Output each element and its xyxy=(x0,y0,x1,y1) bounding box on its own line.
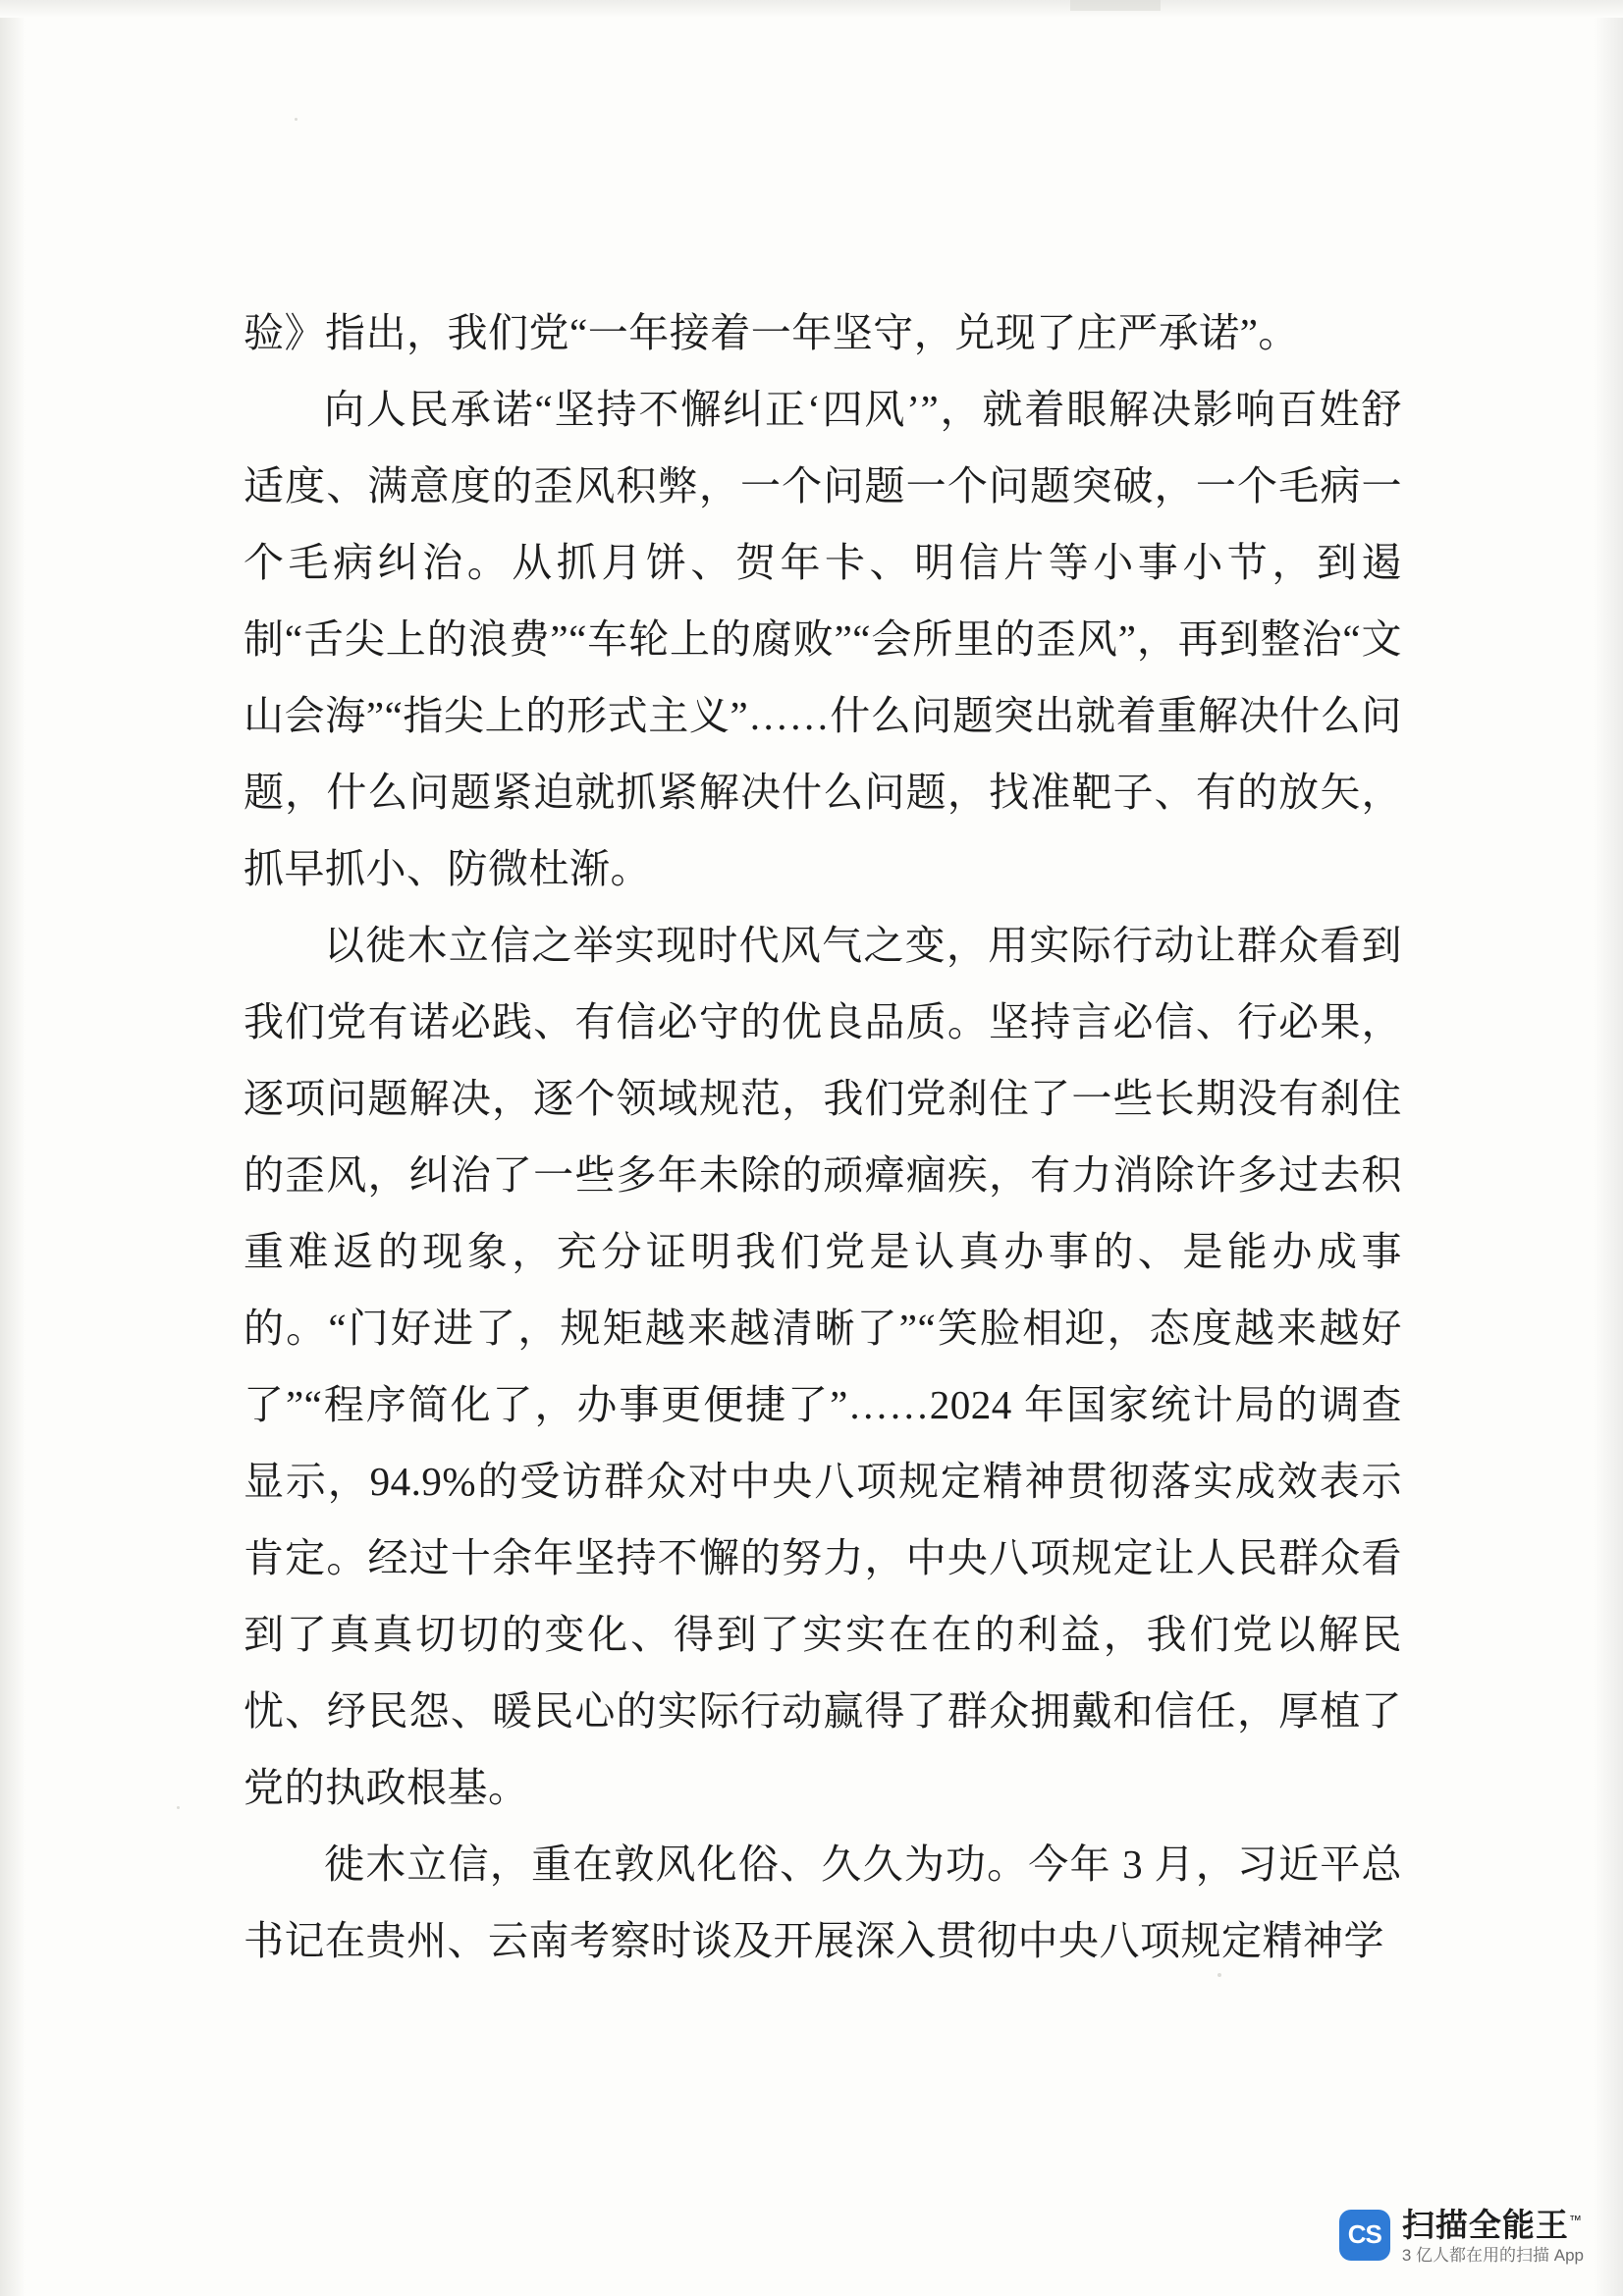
scan-edge-left xyxy=(0,0,26,2296)
scan-speck xyxy=(295,118,298,121)
watermark-subtitle: 3 亿人都在用的扫描 App xyxy=(1401,2246,1584,2265)
page-top-mark xyxy=(1070,0,1161,11)
document-text xyxy=(243,294,1402,1979)
scanner-watermark xyxy=(1339,2203,1584,2267)
scan-edge-top xyxy=(0,0,1623,18)
watermark-trademark: ™ xyxy=(1568,2213,1583,2227)
paragraph: 验》指出，我们党“一年接着一年坚守，兑现了庄严承诺”。 xyxy=(243,310,1299,355)
camscanner-logo-icon: CS xyxy=(1339,2210,1390,2261)
paragraph: 向人民承诺“坚持不懈纠正‘四风’”，就着眼解决影响百姓舒适度、满意度的歪风积弊，一个问题一个问题突破，一个毛病一个毛病纠治。从抓月饼、贺年卡、明信片等小事小节，到遏制“舌尖上的浪费”“车轮上的腐败”“会所里的歪风”，再到整治“文山会海”“指尖上的形式主义”……什么问题突出就着重解决什么问题，什么问题紧迫就抓紧解决什么问题，找准靶子、有的放矢，抓早抓小、防微杜渐。 xyxy=(243,387,1402,891)
watermark-texts xyxy=(1402,2203,1584,2267)
scan-edge-right xyxy=(1594,0,1623,2296)
scan-speck xyxy=(177,1806,180,1809)
paragraph: 以徙木立信之举实现时代风气之变，用实际行动让群众看到我们党有诺必践、有信必守的优良品质。坚持言必信、行必果，逐项问题解决，逐个领域规范，我们党刹住了一些长期没有刹住的歪风，纠治了一些多年未除的顽瘴痼疾，有力消除许多过去积重难返的现象，充分证明我们党是认真办事的、是能办成事的。“门好进了，规矩越来越清晰了”“笑脸相迎，态度越来越好了”“程序简化了，办事更便捷了”……2024 年国家统计局的调查显示，94.9%的受访群众对中央八项规定精神贯彻落实成效表示肯定。经过十余年坚持不懈的努力，中央八项规定让人民群众看到了真真切切的变化、得到了实实在在的利益，我们党以解民忧、纾民怨、暖民心的实际行动赢得了群众拥戴和信任，厚植了党的执政根基。 xyxy=(243,923,1402,1810)
watermark-title xyxy=(1402,2203,1584,2243)
paragraph: 徙木立信，重在敦风化俗、久久为功。今年 3 月，习近平总书记在贵州、云南考察时谈及开展深入贯彻中央八项规定精神学 xyxy=(243,1842,1402,1963)
watermark-title-text: 扫描全能王 xyxy=(1401,2207,1569,2243)
